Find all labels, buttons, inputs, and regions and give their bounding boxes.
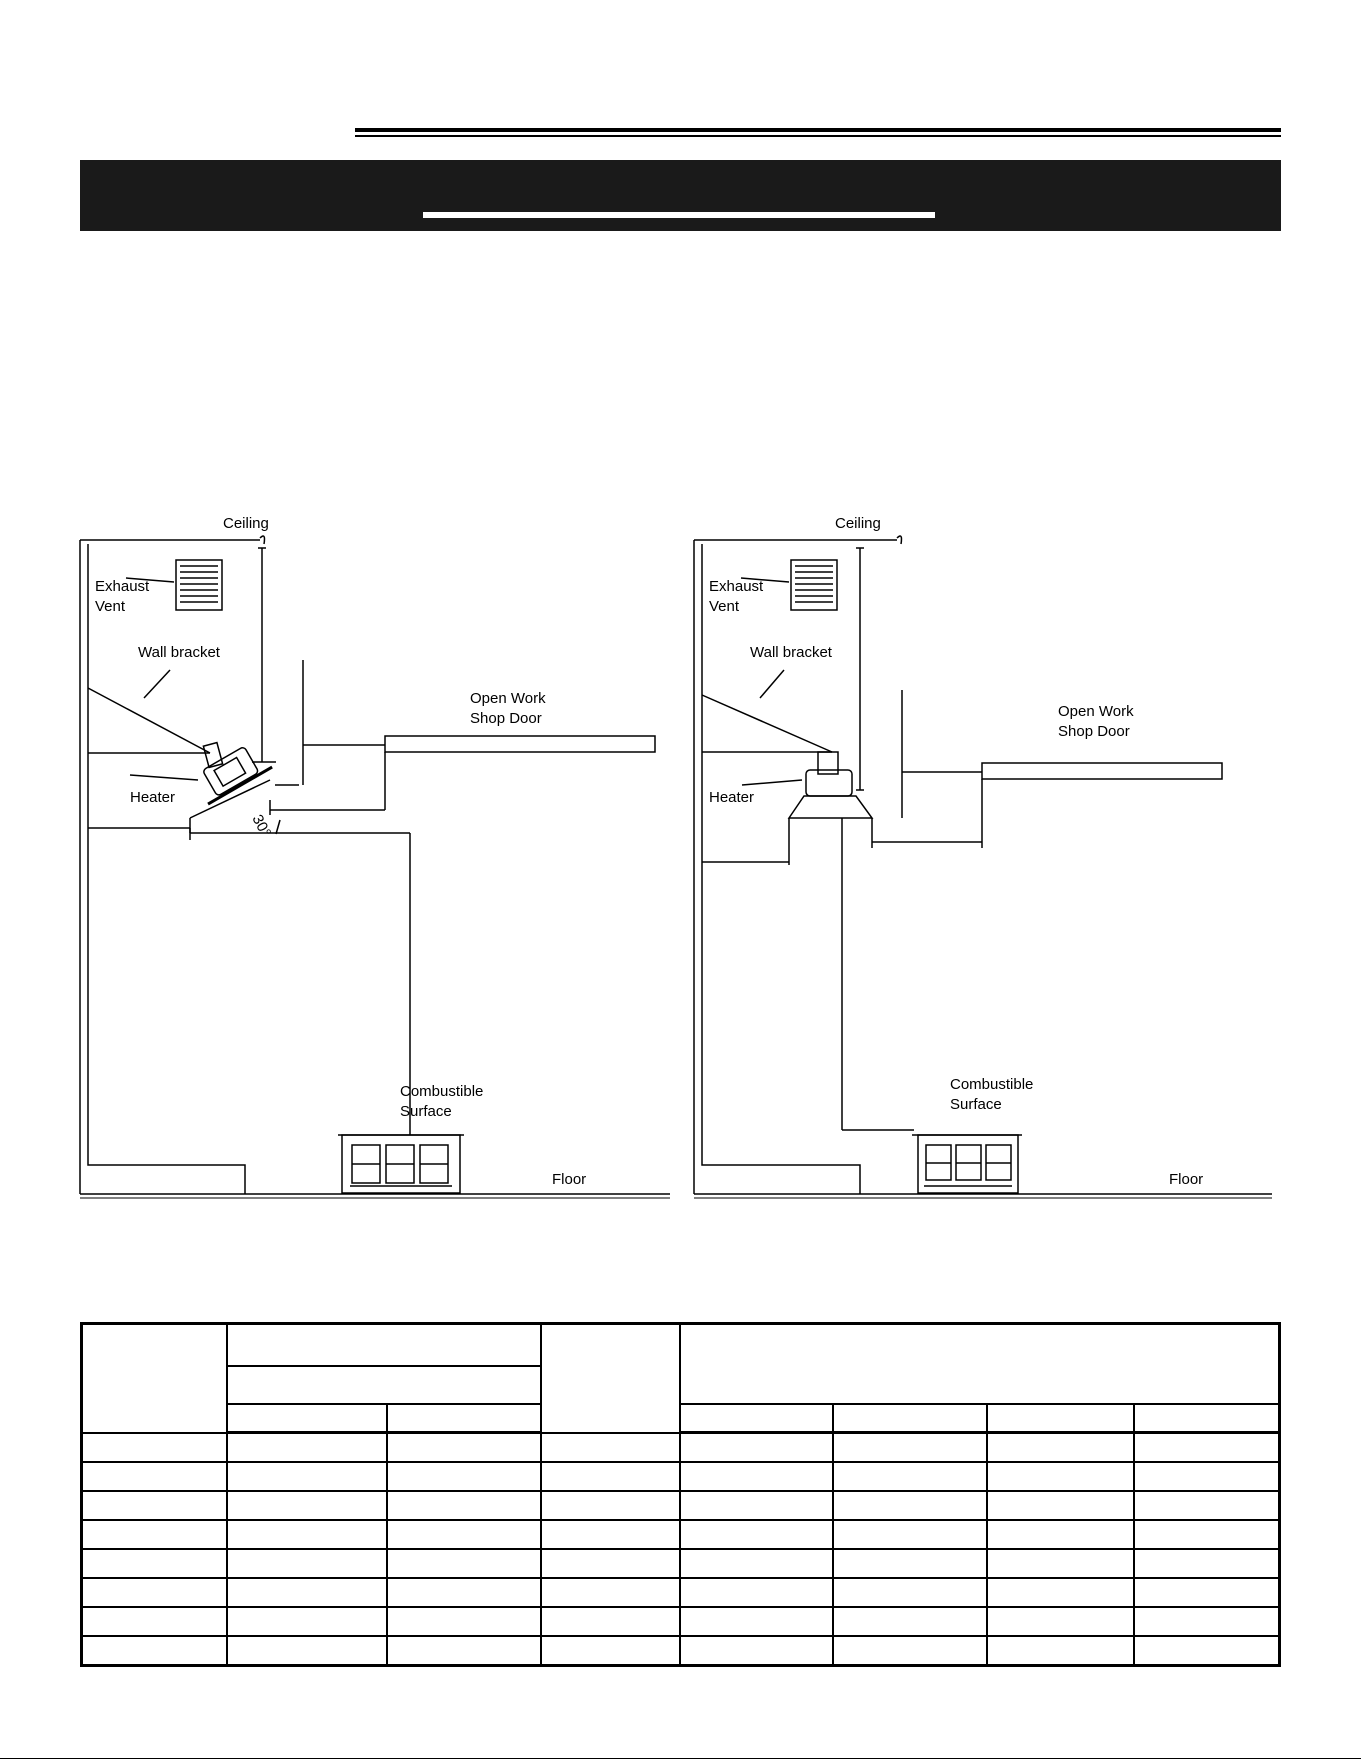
door-label-line1: Open Work [470,690,546,707]
combustible-label-line1: Combustible [400,1083,484,1100]
table-body [82,1433,1280,1666]
table-cell [987,1462,1134,1491]
table-cell [833,1578,986,1607]
table-cell [82,1636,227,1666]
table-cell [680,1462,833,1491]
table-cell [987,1520,1134,1549]
header-rule-thin [355,135,1281,137]
diagram-level-mount [692,500,1292,1210]
table-cell [387,1491,540,1520]
table-cell [833,1491,986,1520]
footer-rule [0,1758,1361,1759]
table-cell [82,1549,227,1578]
table-header-cell [387,1404,540,1433]
table-cell [541,1462,680,1491]
table-cell [1134,1636,1279,1666]
banner-underline [423,212,935,218]
table-row [82,1520,1280,1549]
table-cell [387,1520,540,1549]
table-cell [227,1607,387,1636]
table-header-row [82,1324,1280,1367]
table-cell [541,1433,680,1463]
door-label-line2: Shop Door [470,710,542,727]
table-header-cell [227,1366,541,1404]
table-cell [680,1607,833,1636]
section-banner [80,160,1281,231]
table-cell [82,1491,227,1520]
table-cell [541,1491,680,1520]
table-cell [1134,1491,1279,1520]
table-cell [1134,1462,1279,1491]
table-cell [82,1433,227,1463]
table-cell [82,1520,227,1549]
table-cell [680,1578,833,1607]
table-cell [227,1433,387,1463]
table-cell [1134,1578,1279,1607]
table-cell [227,1636,387,1666]
table-row [82,1549,1280,1578]
exhaust-vent-label-line1: Exhaust [95,578,150,595]
exhaust-vent-label-line2: Vent [95,598,126,615]
table-header-cell [541,1324,680,1433]
table-cell [541,1607,680,1636]
clearance-table [80,1322,1281,1667]
table-cell [833,1462,986,1491]
heater-label: Heater [130,789,176,806]
exhaust-vent-label-line1: Exhaust [709,578,764,595]
table-cell [227,1491,387,1520]
door-label-line1: Open Work [1058,703,1134,720]
table-cell [987,1433,1134,1463]
table-cell [680,1491,833,1520]
table-cell [987,1549,1134,1578]
combustible-label-line2: Surface [400,1103,452,1120]
table-cell [833,1636,986,1666]
table-header-cell [1134,1404,1279,1433]
table-cell [680,1636,833,1666]
ceiling-label: Ceiling [223,515,269,532]
table-cell [680,1520,833,1549]
table-row [82,1636,1280,1666]
combustible-label-line2: Surface [950,1096,1002,1113]
table-header-cell [227,1324,541,1367]
table-cell [987,1607,1134,1636]
table-row [82,1462,1280,1491]
table-cell [1134,1607,1279,1636]
table-row [82,1491,1280,1520]
table-cell [680,1549,833,1578]
table-cell [833,1607,986,1636]
table-cell [541,1578,680,1607]
table-cell [227,1462,387,1491]
table-row [82,1607,1280,1636]
table-header-cell [680,1404,833,1433]
table-header-cell [680,1324,1280,1405]
table-cell [82,1607,227,1636]
table-cell [833,1433,986,1463]
ceiling-label: Ceiling [835,515,881,532]
combustible-label-line1: Combustible [950,1076,1034,1093]
wall-bracket-label: Wall bracket [750,644,832,661]
table-cell [387,1578,540,1607]
door-label-line2: Shop Door [1058,723,1130,740]
table-row [82,1578,1280,1607]
table-cell [387,1433,540,1463]
angle-label: 30° [248,811,275,840]
table-cell [680,1433,833,1463]
table-cell [541,1636,680,1666]
table-cell [541,1520,680,1549]
table-header-cell [987,1404,1134,1433]
table-row [82,1433,1280,1463]
header-rule-thick [355,128,1281,132]
diagram-angled-mount [80,500,680,1210]
table-header-cell [82,1324,227,1433]
exhaust-vent-label-line2: Vent [709,598,740,615]
table-cell [227,1549,387,1578]
table-header-row [82,1404,1280,1433]
floor-label: Floor [1169,1171,1204,1188]
table-cell [987,1636,1134,1666]
table-cell [833,1549,986,1578]
table-cell [387,1636,540,1666]
table-cell [541,1549,680,1578]
table-cell [227,1578,387,1607]
table-cell [1134,1433,1279,1463]
table-cell [387,1549,540,1578]
table-cell [227,1520,387,1549]
wall-bracket-label: Wall bracket [138,644,220,661]
table-cell [1134,1549,1279,1578]
table-cell [833,1520,986,1549]
table-header-cell [227,1404,387,1433]
table-cell [987,1578,1134,1607]
table-header-cell [833,1404,986,1433]
table-cell [387,1607,540,1636]
floor-label: Floor [552,1171,587,1188]
table-cell [1134,1520,1279,1549]
heater-label: Heater [709,789,755,806]
table-cell [82,1578,227,1607]
table-cell [82,1462,227,1491]
table-cell [987,1491,1134,1520]
table-cell [387,1462,540,1491]
